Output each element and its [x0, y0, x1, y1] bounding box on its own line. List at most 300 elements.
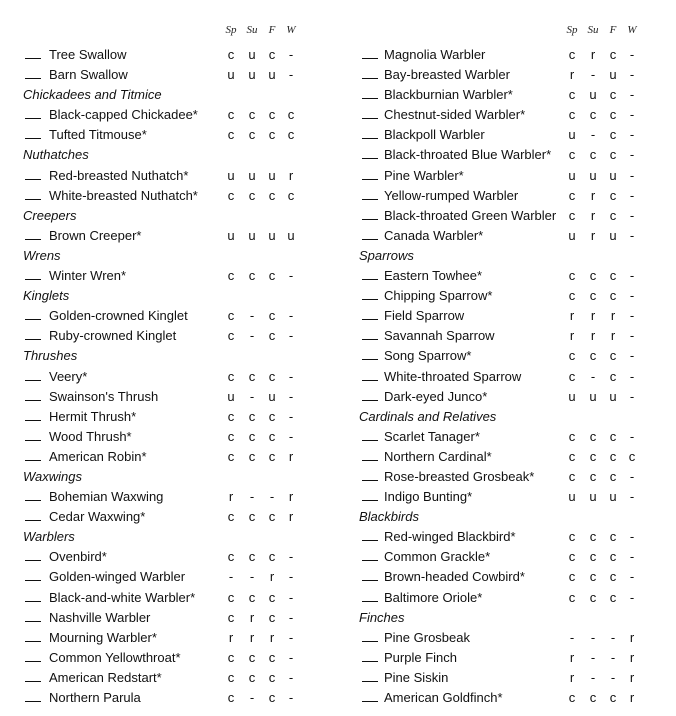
- checkbox-blank[interactable]: [362, 58, 378, 59]
- status-fall: c: [268, 509, 276, 525]
- checkbox-blank[interactable]: [362, 400, 378, 401]
- checkbox-blank[interactable]: [25, 78, 41, 79]
- checkbox-blank[interactable]: [25, 138, 41, 139]
- checkbox-blank[interactable]: [25, 601, 41, 602]
- species-name: Brown Creeper*: [49, 227, 142, 243]
- header-summer: Su: [246, 24, 258, 36]
- species-name: Common Grackle*: [384, 549, 491, 565]
- status-spring: c: [568, 268, 576, 284]
- status-fall: c: [268, 408, 276, 424]
- status-fall: c: [268, 589, 276, 605]
- species-name: Black-capped Chickadee*: [49, 107, 198, 123]
- species-name: Common Yellowthroat*: [49, 649, 181, 665]
- checkbox-blank[interactable]: [25, 621, 41, 622]
- species-row: [0, 427, 338, 447]
- species-name: Golden-winged Warbler: [49, 569, 186, 585]
- status-winter: -: [629, 468, 635, 484]
- checkbox-blank[interactable]: [25, 460, 41, 461]
- status-fall: c: [268, 47, 276, 62]
- group-label: Thrushes: [23, 348, 78, 364]
- species-name: Wood Thrush*: [49, 428, 132, 444]
- checkbox-blank[interactable]: [362, 339, 378, 340]
- checkbox-blank[interactable]: [25, 179, 41, 180]
- species-name: Eastern Towhee*: [384, 268, 483, 284]
- status-spring: c: [227, 107, 235, 123]
- status-fall: c: [268, 448, 276, 464]
- species-name: Ovenbird*: [49, 549, 107, 565]
- status-summer: c: [589, 147, 597, 163]
- checkbox-blank[interactable]: [362, 380, 378, 381]
- species-name: Hermit Thrush*: [49, 408, 137, 424]
- species-row: [338, 266, 676, 286]
- status-fall: r: [610, 328, 616, 344]
- status-winter: r: [288, 509, 294, 525]
- status-winter: -: [629, 529, 635, 545]
- checkbox-blank[interactable]: [362, 279, 378, 280]
- status-spring: c: [568, 428, 576, 444]
- status-winter: -: [629, 47, 635, 62]
- status-spring: c: [227, 127, 235, 143]
- status-winter: -: [629, 288, 635, 304]
- header-winter: W: [627, 24, 637, 36]
- checkbox-blank[interactable]: [362, 98, 378, 99]
- species-row: [338, 326, 676, 346]
- checkbox-blank[interactable]: [25, 339, 41, 340]
- checkbox-blank[interactable]: [25, 118, 41, 119]
- status-summer: -: [249, 690, 255, 705]
- species-name: Savannah Sparrow: [384, 328, 495, 344]
- status-fall: c: [609, 468, 617, 484]
- group-label: Warblers: [23, 529, 75, 545]
- status-winter: -: [629, 268, 635, 284]
- checkbox-blank[interactable]: [25, 199, 41, 200]
- species-name: Golden-crowned Kinglet: [49, 308, 188, 324]
- checkbox-blank[interactable]: [362, 661, 378, 662]
- species-row: [0, 65, 338, 85]
- status-fall: c: [609, 569, 617, 585]
- species-row: [338, 567, 676, 587]
- status-spring: r: [228, 629, 234, 645]
- checkbox-blank[interactable]: [362, 580, 378, 581]
- species-row: [338, 588, 676, 608]
- header-winter: W: [286, 24, 296, 36]
- status-winter: -: [629, 227, 635, 243]
- status-summer: c: [248, 268, 256, 284]
- group-label: Finches: [359, 609, 405, 625]
- species-row: [338, 65, 676, 85]
- status-summer: -: [249, 489, 255, 505]
- status-fall: c: [268, 428, 276, 444]
- checkbox-blank[interactable]: [362, 179, 378, 180]
- checkbox-blank[interactable]: [25, 661, 41, 662]
- status-spring: u: [568, 388, 576, 404]
- status-winter: -: [629, 127, 635, 143]
- status-winter: -: [629, 107, 635, 123]
- group-label: Nuthatches: [23, 147, 89, 163]
- checkbox-blank[interactable]: [362, 440, 378, 441]
- status-summer: u: [589, 167, 597, 183]
- status-spring: c: [568, 529, 576, 545]
- species-row: [338, 628, 676, 648]
- checkbox-blank[interactable]: [25, 580, 41, 581]
- group-label: Creepers: [23, 207, 77, 223]
- species-name: Dark-eyed Junco*: [384, 388, 488, 404]
- status-winter: -: [629, 67, 635, 83]
- status-winter: r: [629, 629, 635, 645]
- status-summer: c: [248, 368, 256, 384]
- species-name: Indigo Bunting*: [384, 489, 473, 505]
- status-fall: c: [268, 609, 276, 625]
- group-heading: [338, 507, 676, 527]
- species-row: [338, 346, 676, 366]
- checkbox-blank[interactable]: [362, 500, 378, 501]
- status-fall: c: [268, 187, 276, 203]
- status-spring: c: [227, 589, 235, 605]
- status-spring: c: [568, 187, 576, 203]
- status-fall: c: [268, 268, 276, 284]
- status-fall: u: [609, 67, 617, 83]
- checkbox-blank[interactable]: [362, 480, 378, 481]
- species-row: [0, 648, 338, 668]
- checkbox-blank[interactable]: [25, 681, 41, 682]
- checkbox-blank[interactable]: [25, 440, 41, 441]
- species-row: [0, 447, 338, 467]
- status-winter: -: [629, 368, 635, 384]
- status-spring: u: [568, 167, 576, 183]
- status-summer: c: [589, 549, 597, 565]
- status-fall: c: [268, 308, 276, 324]
- status-summer: c: [248, 509, 256, 525]
- checkbox-blank[interactable]: [25, 420, 41, 421]
- status-summer: c: [248, 549, 256, 565]
- header-fall: F: [268, 24, 276, 36]
- species-row: [338, 226, 676, 246]
- checkbox-blank[interactable]: [25, 380, 41, 381]
- status-spring: c: [568, 468, 576, 484]
- status-fall: c: [268, 328, 276, 344]
- status-summer: u: [248, 227, 256, 243]
- status-fall: c: [609, 448, 617, 464]
- status-summer: -: [249, 328, 255, 344]
- species-name: Purple Finch: [384, 649, 457, 665]
- species-name: Nashville Warbler: [49, 609, 151, 625]
- status-summer: c: [248, 448, 256, 464]
- species-name: Red-winged Blackbird*: [384, 529, 516, 545]
- status-summer: c: [248, 669, 256, 685]
- status-spring: c: [568, 569, 576, 585]
- status-fall: c: [268, 127, 276, 143]
- species-row: [338, 447, 676, 467]
- status-summer: r: [590, 227, 596, 243]
- status-fall: c: [268, 368, 276, 384]
- checkbox-blank[interactable]: [25, 520, 41, 521]
- species-name: Northern Cardinal*: [384, 448, 492, 464]
- status-winter: -: [629, 388, 635, 404]
- status-spring: c: [568, 348, 576, 364]
- status-spring: u: [227, 167, 235, 183]
- checkbox-blank[interactable]: [362, 239, 378, 240]
- status-winter: -: [629, 87, 635, 103]
- species-name: Song Sparrow*: [384, 348, 472, 364]
- checkbox-blank[interactable]: [362, 641, 378, 642]
- status-spring: u: [227, 67, 235, 83]
- checkbox-blank[interactable]: [362, 701, 378, 702]
- species-row: [0, 507, 338, 527]
- species-name: Blackburnian Warbler*: [384, 87, 513, 103]
- status-winter: -: [288, 368, 294, 384]
- status-fall: c: [609, 87, 617, 103]
- status-spring: c: [227, 187, 235, 203]
- status-summer: c: [589, 288, 597, 304]
- checkbox-blank[interactable]: [362, 601, 378, 602]
- status-fall: -: [269, 489, 275, 505]
- status-winter: -: [288, 669, 294, 685]
- status-fall: r: [610, 308, 616, 324]
- species-row: [338, 206, 676, 226]
- checkbox-blank[interactable]: [25, 641, 41, 642]
- species-row: [0, 326, 338, 346]
- group-heading: [338, 407, 676, 427]
- status-fall: u: [609, 489, 617, 505]
- status-spring: u: [568, 127, 576, 143]
- status-winter: c: [628, 448, 636, 464]
- status-fall: c: [609, 368, 617, 384]
- status-summer: c: [248, 649, 256, 665]
- status-summer: u: [248, 67, 256, 83]
- status-summer: c: [248, 127, 256, 143]
- status-fall: c: [609, 529, 617, 545]
- status-spring: c: [568, 288, 576, 304]
- species-row: [338, 125, 676, 145]
- species-row: [0, 387, 338, 407]
- status-winter: -: [629, 147, 635, 163]
- status-summer: c: [589, 107, 597, 123]
- status-summer: c: [589, 428, 597, 444]
- status-spring: r: [569, 67, 575, 83]
- status-spring: c: [227, 368, 235, 384]
- species-name: Barn Swallow: [49, 67, 128, 83]
- species-row: [0, 407, 338, 427]
- status-winter: r: [629, 690, 635, 705]
- status-summer: c: [589, 468, 597, 484]
- checkbox-blank[interactable]: [25, 58, 41, 59]
- species-row: [338, 306, 676, 326]
- status-fall: u: [268, 388, 276, 404]
- status-fall: c: [609, 147, 617, 163]
- status-spring: u: [568, 489, 576, 505]
- group-heading: [0, 145, 338, 165]
- species-name: Bohemian Waxwing: [49, 489, 164, 505]
- status-summer: c: [589, 268, 597, 284]
- species-name: Canada Warbler*: [384, 227, 484, 243]
- species-row: [0, 628, 338, 648]
- status-fall: -: [610, 669, 616, 685]
- species-name: White-breasted Nuthatch*: [49, 187, 198, 203]
- status-winter: -: [288, 388, 294, 404]
- checkbox-blank[interactable]: [362, 78, 378, 79]
- status-fall: c: [609, 107, 617, 123]
- group-label: Wrens: [23, 247, 61, 263]
- status-spring: c: [227, 649, 235, 665]
- status-winter: -: [288, 589, 294, 605]
- checkbox-blank[interactable]: [362, 299, 378, 300]
- checkbox-blank[interactable]: [25, 239, 41, 240]
- species-name: Cedar Waxwing*: [49, 509, 146, 525]
- status-fall: r: [269, 629, 275, 645]
- status-winter: -: [288, 629, 294, 645]
- status-summer: -: [249, 569, 255, 585]
- species-name: Scarlet Tanager*: [384, 428, 480, 444]
- status-spring: c: [568, 47, 576, 62]
- checkbox-blank[interactable]: [25, 279, 41, 280]
- species-name: Chestnut-sided Warbler*: [384, 107, 526, 123]
- status-spring: c: [568, 549, 576, 565]
- status-spring: c: [227, 509, 235, 525]
- status-spring: c: [568, 87, 576, 103]
- species-name: Ruby-crowned Kinglet: [49, 328, 177, 344]
- status-spring: c: [227, 47, 235, 62]
- status-fall: c: [609, 428, 617, 444]
- species-row: [338, 286, 676, 306]
- status-summer: r: [249, 629, 255, 645]
- group-label: Cardinals and Relatives: [359, 408, 497, 424]
- status-summer: r: [590, 308, 596, 324]
- status-fall: u: [609, 167, 617, 183]
- status-winter: -: [629, 328, 635, 344]
- status-winter: r: [629, 669, 635, 685]
- status-fall: c: [609, 549, 617, 565]
- checkbox-blank[interactable]: [362, 681, 378, 682]
- species-row: [338, 105, 676, 125]
- status-fall: -: [610, 629, 616, 645]
- checkbox-blank[interactable]: [362, 319, 378, 320]
- checkbox-blank[interactable]: [25, 319, 41, 320]
- species-row: [0, 588, 338, 608]
- status-spring: c: [568, 589, 576, 605]
- status-fall: c: [609, 187, 617, 203]
- group-label: Sparrows: [359, 247, 414, 263]
- species-row: [0, 547, 338, 567]
- species-name: Black-throated Green Warbler: [384, 207, 557, 223]
- checkbox-blank[interactable]: [362, 460, 378, 461]
- species-name: Swainson's Thrush: [49, 388, 159, 404]
- status-winter: -: [288, 47, 294, 62]
- species-name: Baltimore Oriole*: [384, 589, 483, 605]
- checkbox-blank[interactable]: [362, 560, 378, 561]
- status-summer: c: [248, 107, 256, 123]
- status-fall: c: [268, 690, 276, 705]
- group-label: Blackbirds: [359, 509, 419, 525]
- group-heading: [0, 527, 338, 547]
- checkbox-blank[interactable]: [362, 199, 378, 200]
- group-heading: [0, 286, 338, 306]
- status-summer: -: [249, 308, 255, 324]
- status-spring: c: [568, 368, 576, 384]
- checkbox-blank[interactable]: [362, 359, 378, 360]
- species-row: [0, 487, 338, 507]
- checkbox-blank[interactable]: [25, 400, 41, 401]
- checkbox-blank[interactable]: [25, 500, 41, 501]
- species-row: [338, 527, 676, 547]
- status-spring: u: [227, 388, 235, 404]
- species-name: American Robin*: [49, 448, 147, 464]
- species-row: [338, 467, 676, 487]
- status-spring: r: [569, 328, 575, 344]
- species-name: Bay-breasted Warbler: [384, 67, 510, 83]
- checkbox-blank[interactable]: [25, 560, 41, 561]
- checkbox-blank[interactable]: [362, 158, 378, 159]
- checkbox-blank[interactable]: [362, 138, 378, 139]
- species-row: [338, 648, 676, 668]
- species-name: Rose-breasted Grosbeak*: [384, 468, 535, 484]
- species-name: Winter Wren*: [49, 268, 127, 284]
- status-spring: c: [227, 408, 235, 424]
- checkbox-blank[interactable]: [362, 118, 378, 119]
- status-winter: -: [629, 167, 635, 183]
- group-label: Chickadees and Titmice: [23, 87, 162, 103]
- species-row: [0, 688, 338, 708]
- status-summer: r: [249, 609, 255, 625]
- status-fall: u: [609, 227, 617, 243]
- header-summer: Su: [587, 24, 599, 36]
- status-winter: -: [288, 67, 294, 83]
- species-name: Black-and-white Warbler*: [49, 589, 196, 605]
- status-winter: r: [629, 649, 635, 665]
- species-name: Pine Grosbeak: [384, 629, 470, 645]
- species-name: American Goldfinch*: [384, 690, 503, 705]
- species-row: [338, 45, 676, 65]
- checkbox-blank[interactable]: [25, 701, 41, 702]
- species-row: [0, 125, 338, 145]
- status-spring: u: [568, 227, 576, 243]
- status-fall: c: [609, 690, 617, 705]
- species-name: Veery*: [49, 368, 88, 384]
- species-name: Pine Warbler*: [384, 167, 464, 183]
- status-summer: u: [248, 47, 256, 62]
- group-heading: [0, 206, 338, 226]
- status-fall: r: [269, 569, 275, 585]
- species-name: Chipping Sparrow*: [384, 288, 493, 304]
- status-spring: c: [568, 448, 576, 464]
- checkbox-blank[interactable]: [362, 540, 378, 541]
- species-name: Tree Swallow: [49, 47, 127, 62]
- species-row: [338, 367, 676, 387]
- status-summer: c: [589, 529, 597, 545]
- group-heading: [338, 246, 676, 266]
- status-summer: -: [590, 629, 596, 645]
- status-winter: -: [288, 690, 294, 705]
- status-winter: -: [629, 569, 635, 585]
- status-fall: c: [609, 348, 617, 364]
- status-winter: -: [629, 348, 635, 364]
- status-summer: -: [590, 368, 596, 384]
- species-row: [338, 166, 676, 186]
- status-fall: c: [268, 549, 276, 565]
- status-winter: -: [288, 569, 294, 585]
- status-spring: c: [227, 308, 235, 324]
- status-spring: c: [227, 609, 235, 625]
- status-winter: -: [629, 187, 635, 203]
- checkbox-blank[interactable]: [362, 219, 378, 220]
- status-fall: c: [609, 207, 617, 223]
- status-summer: -: [590, 669, 596, 685]
- species-name: Blackpoll Warbler: [384, 127, 485, 143]
- species-row: [338, 487, 676, 507]
- status-fall: c: [609, 127, 617, 143]
- group-heading: [338, 608, 676, 628]
- status-summer: c: [589, 690, 597, 705]
- status-summer: u: [589, 388, 597, 404]
